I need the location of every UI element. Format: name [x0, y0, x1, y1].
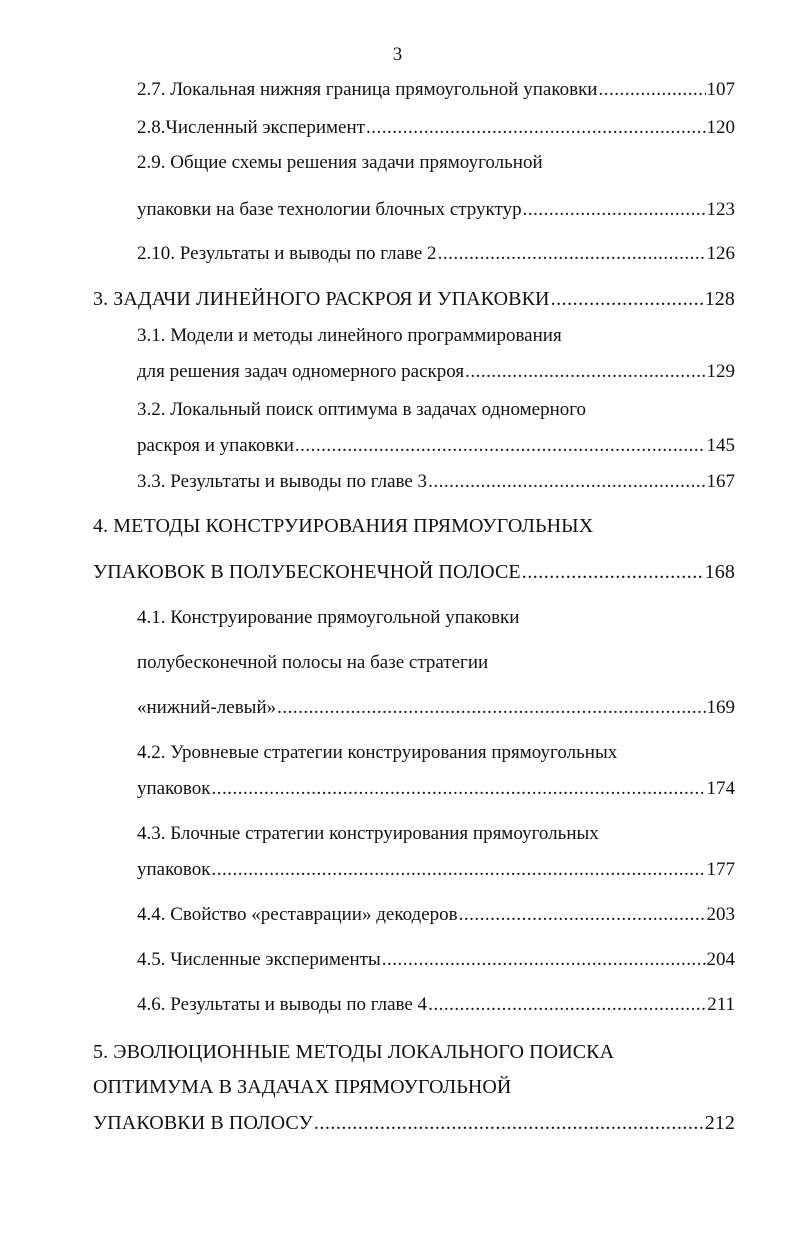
toc-chapter-4-line1	[93, 512, 735, 540]
toc-dot-leader	[598, 76, 705, 104]
toc-entry-2-7	[137, 76, 735, 104]
toc-entry-page: 107	[706, 79, 735, 100]
toc-entry-text: упаковки на базе технологии блочных структур	[137, 199, 522, 220]
toc-entry-4-2-line2	[137, 775, 735, 803]
toc-chapter-3	[93, 285, 735, 313]
toc-entry-3-1-line1	[137, 322, 735, 350]
toc-entry-text: упаковок	[137, 778, 211, 799]
toc-chapter-text: ОПТИМУМА В ЗАДАЧАХ ПРЯМОУГОЛЬНОЙ	[93, 1076, 512, 1098]
toc-dot-leader	[523, 196, 706, 224]
toc-entry-text: раскроя и упаковки	[137, 435, 294, 456]
toc-entry-text: 3.1. Модели и методы линейного программирования	[137, 325, 562, 346]
toc-entry-4-3-line1	[137, 820, 735, 848]
toc-entry-page: 211	[707, 994, 735, 1015]
toc-entry-4-3-line2	[137, 856, 735, 884]
toc-entry-page: 203	[706, 904, 735, 925]
toc-dot-leader	[465, 358, 705, 386]
toc-dot-leader	[428, 468, 705, 496]
toc-entry-text: «нижний-левый»	[137, 697, 277, 718]
toc-entry-4-1-line3	[137, 694, 735, 722]
toc-chapter-text: УПАКОВОК В ПОЛУБЕСКОНЕЧНОЙ ПОЛОСЕ	[93, 561, 521, 583]
toc-dot-leader	[211, 775, 705, 803]
toc-chapter-text: 3. ЗАДАЧИ ЛИНЕЙНОГО РАСКРОЯ И УПАКОВКИ	[93, 288, 550, 310]
toc-entry-text: упаковок	[137, 859, 211, 880]
toc-entry-text: 2.7. Локальная нижняя граница прямоугольной упаковки	[137, 79, 598, 100]
toc-dot-leader	[211, 856, 705, 884]
toc-entry-text: 4.4. Свойство «реставрации» декодеров	[137, 904, 458, 925]
toc-entry-page: 204	[706, 949, 735, 970]
toc-dot-leader	[366, 114, 706, 142]
toc-entry-3-2-line2	[137, 432, 735, 460]
toc-entry-text: 4.6. Результаты и выводы по главе 4	[137, 994, 428, 1015]
toc-entry-4-1-line1	[137, 604, 735, 632]
toc-entry-text: 2.8.Численный эксперимент	[137, 117, 365, 138]
toc-entry-page: 123	[706, 199, 735, 220]
toc-dot-leader	[438, 240, 706, 268]
toc-entry-4-6	[137, 991, 735, 1019]
toc-dot-leader	[295, 432, 706, 460]
toc-entry-page: 129	[706, 361, 735, 382]
toc-dot-leader	[428, 991, 706, 1019]
toc-entry-page: 128	[704, 288, 735, 310]
toc-dot-leader	[277, 694, 705, 722]
toc-entry-text: 2.10. Результаты и выводы по главе 2	[137, 243, 437, 264]
toc-dot-leader	[459, 901, 706, 929]
toc-entry-4-2-line1	[137, 739, 735, 767]
toc-entry-page: 174	[706, 778, 735, 799]
toc-entry-2-8	[137, 114, 735, 142]
toc-entry-text: 4.3. Блочные стратегии конструирования прямоугольных	[137, 823, 599, 844]
toc-entry-2-10	[137, 240, 735, 268]
toc-entry-4-5	[137, 946, 735, 974]
toc-entry-text: 2.9. Общие схемы решения задачи прямоугольной	[137, 152, 543, 173]
toc-entry-2-9-line1	[137, 149, 735, 177]
toc-entry-page: 177	[706, 859, 735, 880]
toc-entry-text: 3.2. Локальный поиск оптимума в задачах одномерного	[137, 399, 587, 420]
toc-dot-leader	[314, 1109, 704, 1137]
toc-dot-leader	[522, 558, 704, 586]
toc-chapter-4-line2	[93, 558, 735, 586]
toc-dot-leader	[382, 946, 706, 974]
toc-entry-text: 4.2. Уровневые стратегии конструирования прямоугольных	[137, 742, 618, 763]
toc-entry-page: 212	[704, 1112, 735, 1134]
toc-entry-page: 169	[706, 697, 735, 718]
toc-chapter-text: 5. ЭВОЛЮЦИОННЫЕ МЕТОДЫ ЛОКАЛЬНОГО ПОИСКА	[93, 1041, 615, 1063]
toc-chapter-5-line2	[93, 1073, 735, 1101]
toc-entry-page: 168	[704, 561, 735, 583]
toc-entry-text: 4.1. Конструирование прямоугольной упаковки	[137, 607, 520, 628]
toc-entry-text: 4.5. Численные эксперименты	[137, 949, 381, 970]
toc-chapter-text: УПАКОВКИ В ПОЛОСУ	[93, 1112, 313, 1134]
toc-entry-text: для решения задач одномерного раскроя	[137, 361, 465, 382]
toc-entry-page: 120	[706, 117, 735, 138]
toc-chapter-5-line1	[93, 1038, 735, 1066]
toc-entry-page: 167	[706, 471, 735, 492]
toc-entry-3-3	[137, 468, 735, 496]
toc-chapter-5-line3	[93, 1109, 735, 1137]
toc-entry-page: 145	[706, 435, 735, 456]
toc-entry-2-9-line2	[137, 196, 735, 224]
toc-entry-page: 126	[706, 243, 735, 264]
toc-entry-4-1-line2	[137, 649, 735, 677]
toc-dot-leader	[551, 285, 704, 313]
toc-entry-text: 3.3. Результаты и выводы по главе 3	[137, 471, 428, 492]
page-number: 3	[392, 44, 403, 65]
toc-entry-3-1-line2	[137, 358, 735, 386]
toc-entry-4-4	[137, 901, 735, 929]
toc-entry-3-2-line1	[137, 396, 735, 424]
toc-chapter-text: 4. МЕТОДЫ КОНСТРУИРОВАНИЯ ПРЯМОУГОЛЬНЫХ	[93, 515, 594, 537]
toc-entry-text: полубесконечной полосы на базе стратегии	[137, 652, 489, 673]
